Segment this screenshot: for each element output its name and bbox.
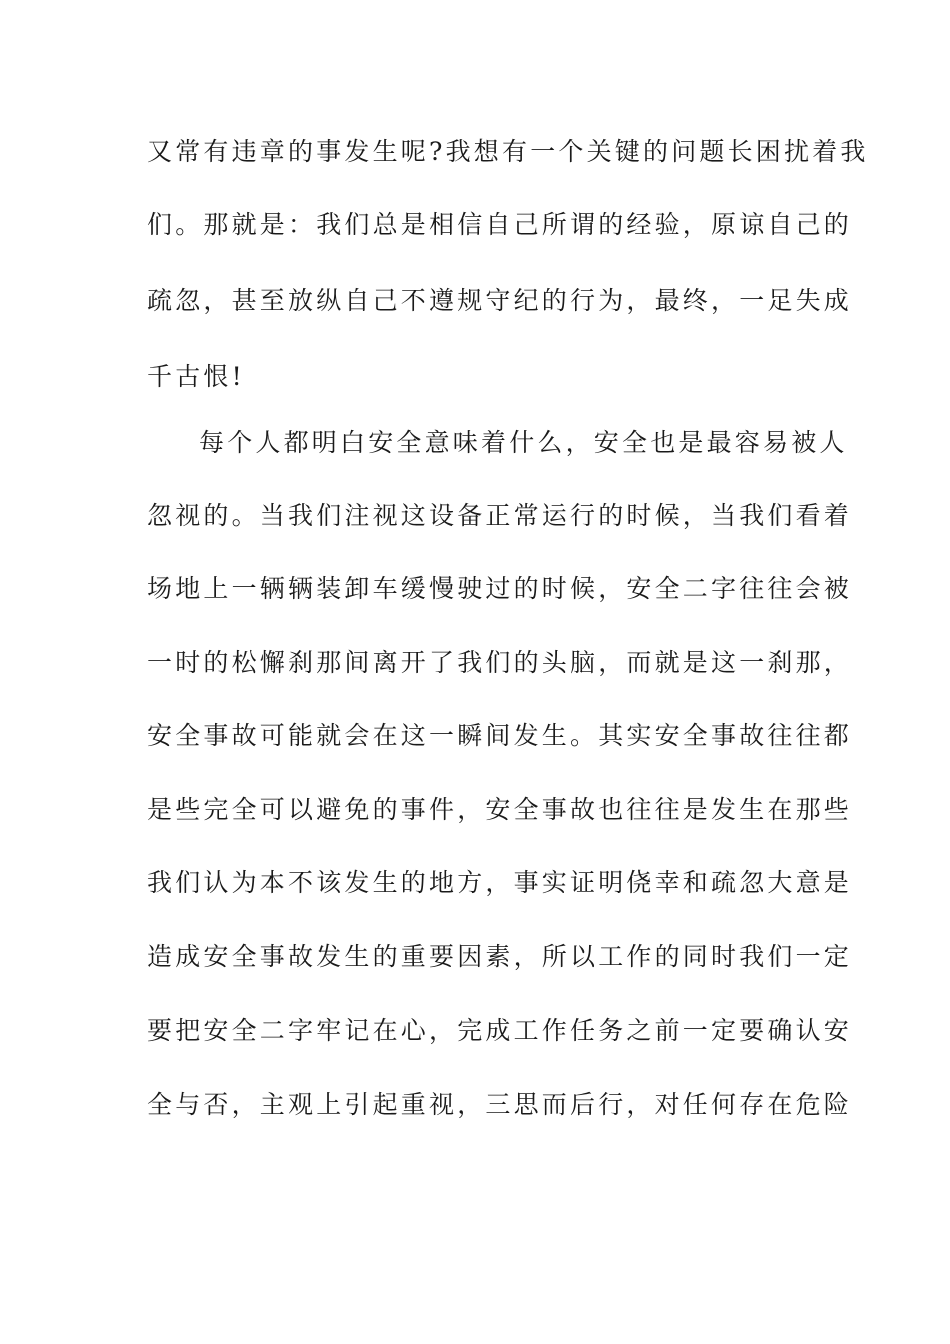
paragraph-1-line-1: 又常有违章的事发生呢?我想有一个关键的问题长困扰着我: [147, 137, 869, 166]
paragraph-2-line-5: 安全事故可能就会在这一瞬间发生。其实安全事故往往都: [147, 721, 853, 750]
paragraph-1-line-4: 千古恨!: [147, 362, 245, 391]
paragraph-2-line-7: 我们认为本不该发生的地方，事实证明侥幸和疏忽大意是: [147, 868, 853, 897]
paragraph-2-line-2: 忽视的。当我们注视这设备正常运行的时候，当我们看着: [147, 501, 853, 530]
paragraph-2-line-1: 每个人都明白安全意味着什么，安全也是最容易被人: [199, 428, 848, 457]
paragraph-2-line-8: 造成安全事故发生的重要因素，所以工作的同时我们一定: [147, 942, 853, 971]
paragraph-1-line-3: 疏忽，甚至放纵自己不遵规守纪的行为，最终，一足失成: [147, 286, 853, 315]
paragraph-2-line-3: 场地上一辆辆装卸车缓慢驶过的时候，安全二字往往会被: [147, 574, 853, 603]
paragraph-2-line-10: 全与否，主观上引起重视，三思而后行，对任何存在危险: [147, 1090, 853, 1119]
paragraph-1-line-2: 们。那就是：我们总是相信自己所谓的经验，原谅自己的: [147, 210, 853, 239]
paragraph-2-line-4: 一时的松懈刹那间离开了我们的头脑，而就是这一刹那，: [147, 648, 853, 677]
paragraph-2-line-9: 要把安全二字牢记在心，完成工作任务之前一定要确认安: [147, 1016, 853, 1045]
paragraph-2-line-6: 是些完全可以避免的事件，安全事故也往往是发生在那些: [147, 795, 853, 824]
